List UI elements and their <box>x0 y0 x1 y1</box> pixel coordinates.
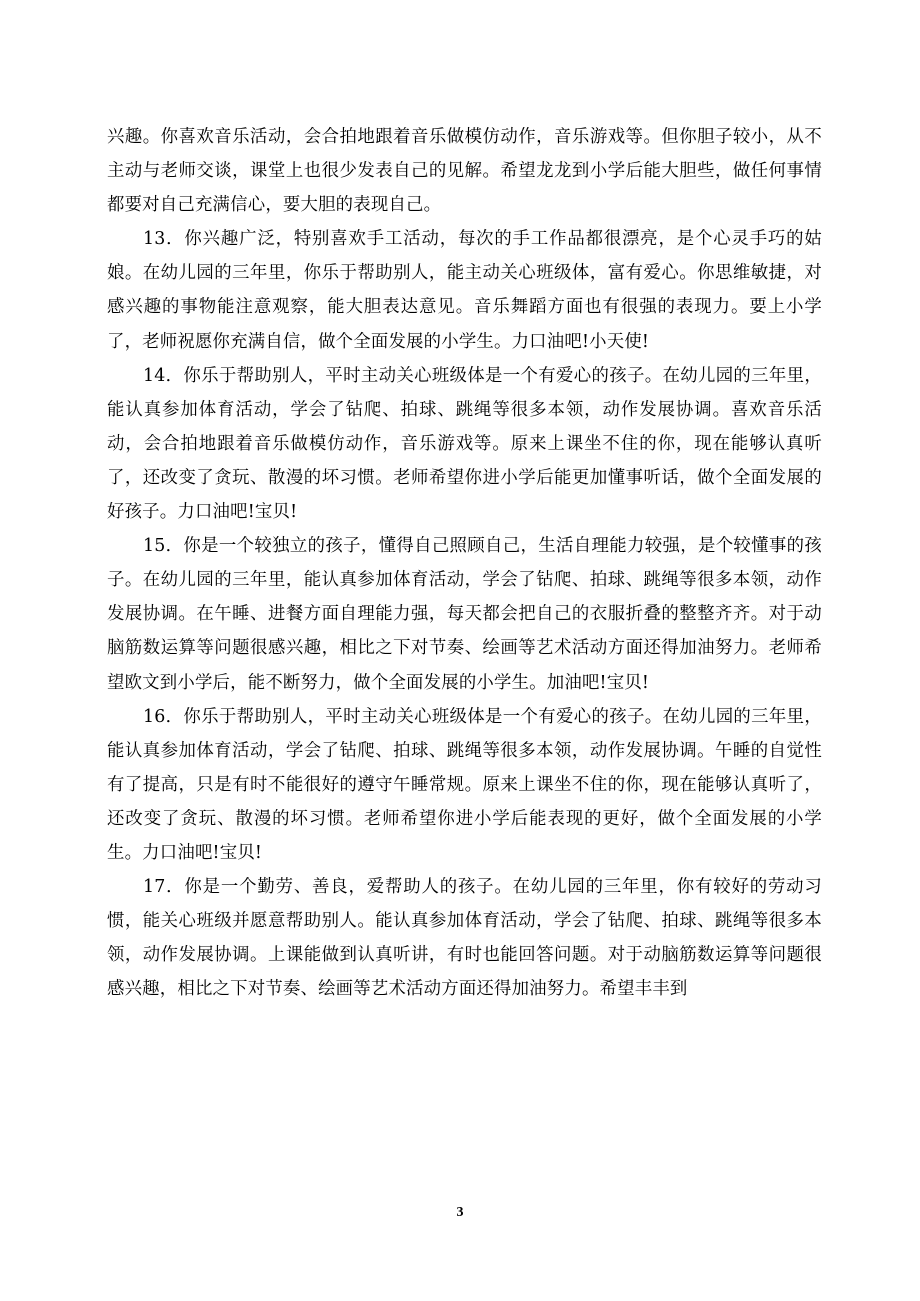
paragraph-comment-15: 15．你是一个较独立的孩子，懂得自己照顾自己，生活自理能力较强，是个较懂事的孩子。在幼儿园的三年里，能认真参加体育活动，学会了钻爬、拍球、跳绳等很多本领，动作发展协调。在午睡、进餐方面自理能力强，每天都会把自己的衣服折叠的整整齐齐。对于动脑筋数运算等问题很感兴趣，相比之下对节奏、绘画等艺术活动方面还得加油努力。老师希望欧文到小学后，能不断努力，做个全面发展的小学生。加油吧!宝贝! <box>107 536 822 693</box>
paragraph-comment-17: 17．你是一个勤劳、善良，爱帮助人的孩子。在幼儿园的三年里，你有较好的劳动习惯，能关心班级并愿意帮助别人。能认真参加体育活动，学会了钻爬、拍球、跳绳等很多本领，动作发展协调。上课能做到认真听讲，有时也能回答问题。对于动脑筋数运算等问题很感兴趣，相比之下对节奏、绘画等艺术活动方面还得加油努力。希望丰丰到 <box>107 877 822 1000</box>
paragraph-continuation: 兴趣。你喜欢音乐活动，会合拍地跟着音乐做模仿动作，音乐游戏等。但你胆子较小，从不主动与老师交谈，课堂上也很少发表自己的见解。希望龙龙到小学后能大胆些，做任何事情都要对自己充满信心，要大胆的表现自己。 <box>107 127 822 216</box>
page-number: 3 <box>456 1205 464 1220</box>
paragraph-comment-16: 16．你乐于帮助别人，平时主动关心班级体是一个有爱心的孩子。在幼儿园的三年里，能认真参加体育活动，学会了钻爬、拍球、跳绳等很多本领，动作发展协调。午睡的自觉性有了提高，只是有时不能很好的遵守午睡常规。原来上课坐不住的你，现在能够认真听了，还改变了贪玩、散漫的坏习惯。老师希望你进小学后能表现的更好，做个全面发展的小学生。力口油吧!宝贝! <box>107 706 822 863</box>
document-body <box>107 120 822 1006</box>
paragraph-comment-13: 13．你兴趣广泛，特别喜欢手工活动，每次的手工作品都很漂亮，是个心灵手巧的姑娘。在幼儿园的三年里，你乐于帮助别人，能主动关心班级体，富有爱心。你思维敏捷，对感兴趣的事物能注意观察，能大胆表达意见。音乐舞蹈方面也有很强的表现力。要上小学了，老师祝愿你充满自信，做个全面发展的小学生。力口油吧!小天使! <box>107 229 822 352</box>
paragraph-comment-14: 14．你乐于帮助别人，平时主动关心班级体是一个有爱心的孩子。在幼儿园的三年里，能认真参加体育活动，学会了钻爬、拍球、跳绳等很多本领，动作发展协调。喜欢音乐活动，会合拍地跟着音乐做模仿动作，音乐游戏等。原来上课坐不住的你，现在能够认真听了，还改变了贪玩、散漫的坏习惯。老师希望你进小学后能更加懂事听话，做个全面发展的好孩子。力口油吧!宝贝! <box>107 365 822 523</box>
